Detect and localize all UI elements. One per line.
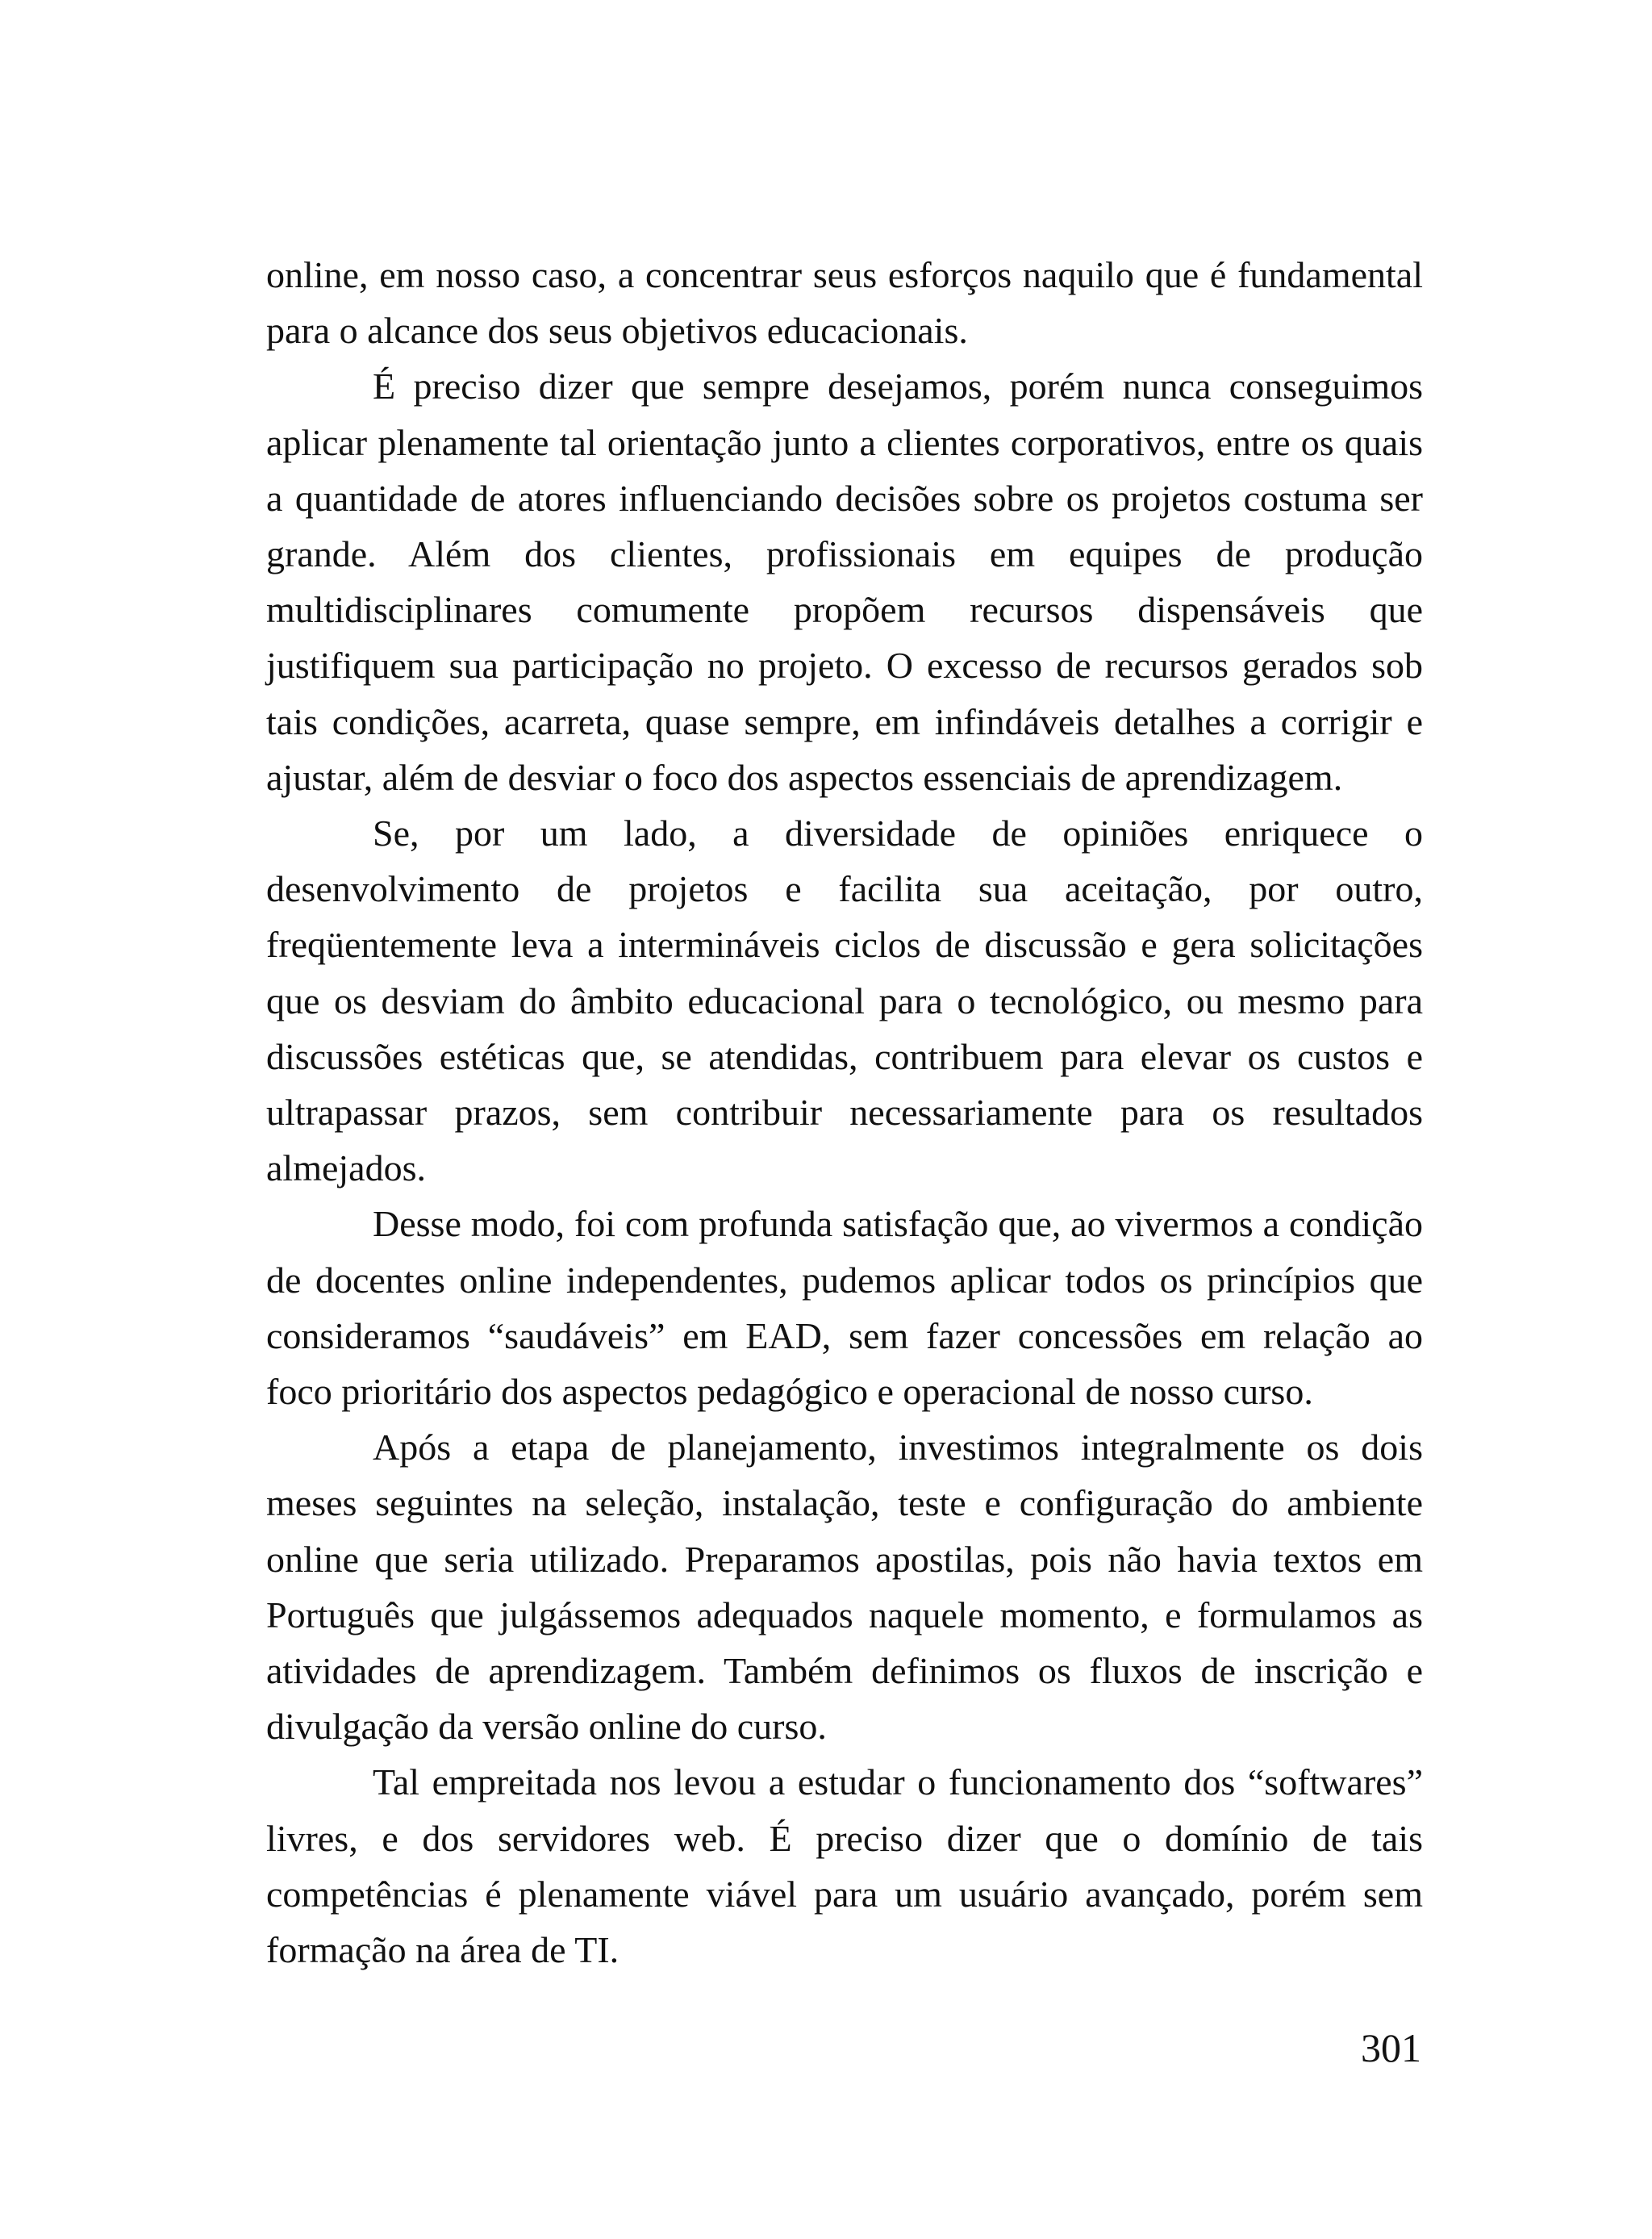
paragraph: Após a etapa de planejamento, investimos integralmente os dois meses seguintes na seleção, instalação, teste e configuração do ambiente online que seria utilizado. Preparamos apostilas, pois não havia textos em Português que julgássemos adequados naquele momento, e formulamos as atividades de aprendizagem. Também definimos os fluxos de inscrição e divulgação da versão online do curso. [266,1427,1423,1748]
paragraph: Tal empreitada nos levou a estudar o funcionamento dos “softwares” livres, e dos servidores web. É preciso dizer que o domínio de tais competências é plenamente viável para um usuário avançado, porém sem formação na área de TI. [266,1761,1423,1971]
body-text [266,247,1423,1978]
paragraph: Desse modo, foi com profunda satisfação que, ao vivermos a condição de docentes online independentes, pudemos aplicar todos os princípios que consideramos “saudáveis” em EAD, sem fazer concessões em relação ao foco prioritário dos aspectos pedagógico e operacional de nosso curso. [266,1203,1423,1413]
paragraph: Se, por um lado, a diversidade de opiniões enriquece o desenvolvimento de projetos e facilita sua aceitação, por outro, freqüentemente leva a intermináveis ciclos de discussão e gera solicitações que os desviam do âmbito educacional para o tecnológico, ou mesmo para discussões estéticas que, se atendidas, contribuem para elevar os custos e ultrapassar prazos, sem contribuir necessariamente para os resultados almejados. [266,812,1423,1189]
paragraph-continuation: online, em nosso caso, a concentrar seus esforços naquilo que é fundamental para o alcance dos seus objetivos educacionais. [266,254,1423,352]
paragraph: É preciso dizer que sempre desejamos, porém nunca conseguimos aplicar plenamente tal orientação junto a clientes corporativos, entre os quais a quantidade de atores influenciando decisões sobre os projetos costuma ser grande. Além dos clientes, profissionais em equipes de produção multidisciplinares comumente propõem recursos dispensáveis que justifiquem sua participação no projeto. O excesso de recursos gerados sob tais condições, acarreta, quase sempre, em infindáveis detalhes a corrigir e ajustar, além de desviar o foco dos aspectos essenciais de aprendizagem. [266,366,1423,798]
page-number: 301 [1361,2025,1421,2070]
